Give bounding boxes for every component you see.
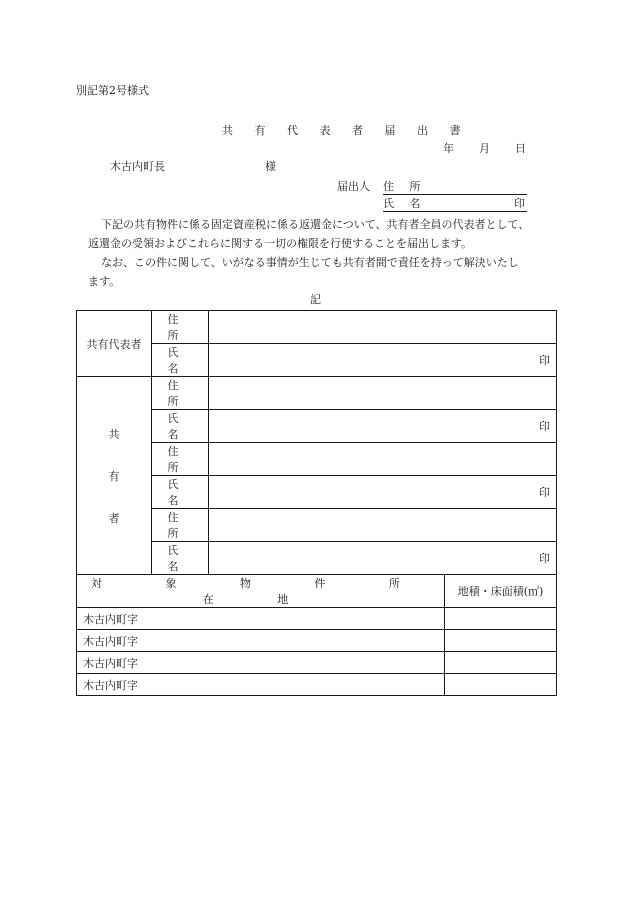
property-row — [77, 608, 557, 630]
address-label: 住 所 — [152, 377, 209, 410]
property-row — [77, 652, 557, 674]
seal-mark: 印 — [539, 354, 550, 367]
property-location-input[interactable]: 木古内町字 — [77, 674, 445, 696]
name-label: 氏 名 — [152, 542, 209, 575]
addressee-honorific: 様 — [265, 160, 276, 173]
address-label: 住 所 — [152, 509, 209, 542]
co-owner-form-table — [76, 310, 557, 696]
seal-mark: 印 — [539, 552, 550, 565]
submitter-address-label: 住 所 — [383, 180, 427, 193]
name-label: 氏 名 — [152, 344, 209, 377]
page-title: 共 有 代 表 者 届 出 書 — [222, 124, 470, 137]
co-owner-1-name-input[interactable] — [209, 410, 557, 443]
date-year: 年 — [443, 142, 454, 155]
form-number: 別記第2号様式 — [76, 84, 149, 97]
seal-mark: 印 — [539, 420, 550, 433]
property-area-input[interactable] — [445, 630, 557, 652]
submitter-label: 届出人 — [337, 180, 370, 193]
property-row — [77, 630, 557, 652]
submitter-address-field[interactable] — [383, 180, 527, 195]
co-owner-char-3: 者 — [108, 511, 120, 525]
date-day: 日 — [515, 142, 526, 155]
co-owner-char-2: 有 — [108, 469, 120, 483]
property-area-input[interactable] — [445, 674, 557, 696]
date-month: 月 — [479, 142, 490, 155]
body-para1-line2: 返還金の受領およびこれらに関する一切の権限を行使することを届出します。 — [88, 237, 473, 250]
name-label: 氏 名 — [152, 476, 209, 509]
submitter-seal: 印 — [514, 197, 525, 210]
body-para1-line1: 下記の共有物件に係る固定資産税に係る返還金について、共有者全員の代表者として、 — [101, 218, 530, 231]
representative-name-input[interactable] — [209, 344, 557, 377]
ki-marker: 記 — [310, 293, 321, 306]
property-location-input[interactable]: 木古内町字 — [77, 608, 445, 630]
co-owner-char-1: 共 — [108, 427, 120, 441]
property-area-input[interactable] — [445, 652, 557, 674]
co-owner-1-address-row — [77, 377, 557, 410]
body-para2-line2: ます。 — [88, 275, 121, 288]
body-para2-line1: なお、この件に関して、いがなる事情が生じても共有者間で責任を持って解決いたし — [101, 256, 519, 269]
property-location-input[interactable]: 木古内町字 — [77, 652, 445, 674]
co-owner-2-name-input[interactable] — [209, 476, 557, 509]
representative-address-row — [77, 311, 557, 344]
name-label: 氏 名 — [152, 410, 209, 443]
property-location-header: 対 象 物 件 所 在 地 — [77, 575, 445, 608]
property-header-row — [77, 575, 557, 608]
seal-mark: 印 — [539, 486, 550, 499]
representative-address-input[interactable] — [209, 311, 557, 344]
co-owner-label-cell — [77, 377, 152, 575]
address-label: 住 所 — [152, 311, 209, 344]
submitter-name-label: 氏 名 — [383, 197, 427, 210]
co-owner-3-address-input[interactable] — [209, 509, 557, 542]
area-header: 地積・床面積(㎡) — [445, 575, 557, 608]
submitter-name-field[interactable] — [383, 197, 527, 212]
co-owner-1-address-input[interactable] — [209, 377, 557, 410]
representative-label: 共有代表者 — [77, 311, 152, 377]
property-location-input[interactable]: 木古内町字 — [77, 630, 445, 652]
co-owner-2-address-input[interactable] — [209, 443, 557, 476]
property-row — [77, 674, 557, 696]
addressee-name: 木古内町長 — [110, 160, 165, 173]
co-owner-3-name-input[interactable] — [209, 542, 557, 575]
address-label: 住 所 — [152, 443, 209, 476]
property-area-input[interactable] — [445, 608, 557, 630]
